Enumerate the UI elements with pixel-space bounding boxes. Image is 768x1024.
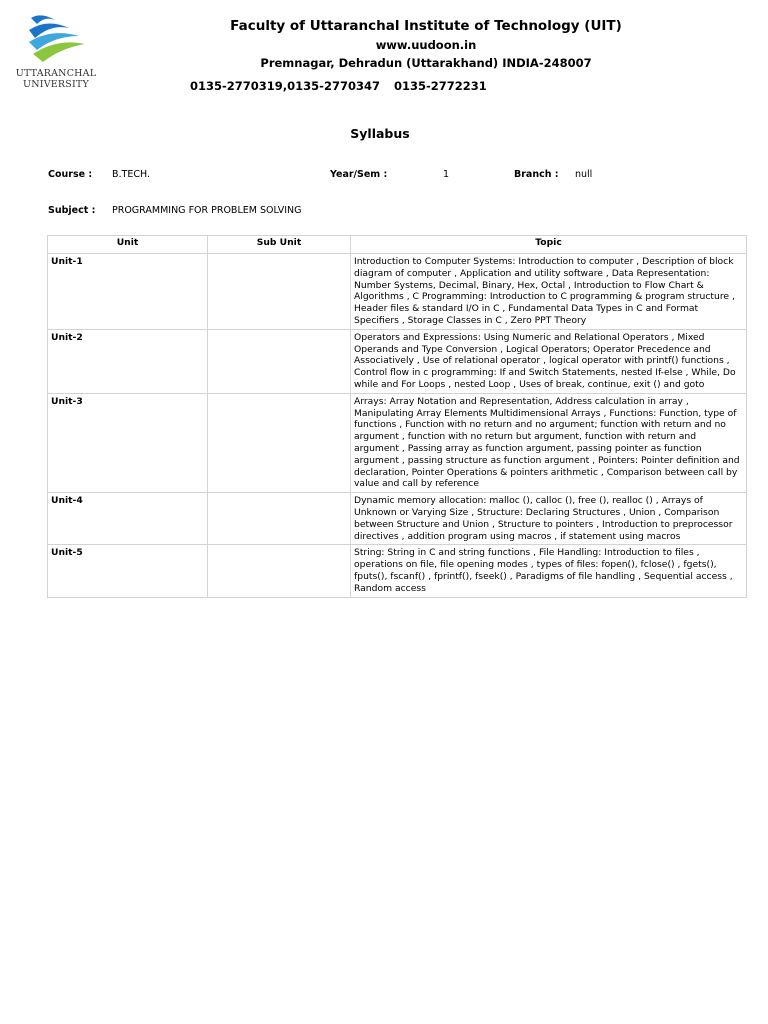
logo-text-line1: UTTARANCHAL <box>15 68 97 79</box>
year-label: Year/Sem : <box>330 169 388 180</box>
unit-cell: Unit-5 <box>48 545 208 597</box>
branch-value: null <box>575 169 593 180</box>
sub-unit-cell <box>208 493 351 545</box>
table-row <box>48 254 747 330</box>
logo-wordmark <box>14 68 98 90</box>
page-title: Syllabus <box>350 126 410 141</box>
column-header-unit: Unit <box>48 236 208 254</box>
topic-cell: Dynamic memory allocation: malloc (), calloc (), free (), realloc () , Arrays of Unknown or Varying Size , Structure: Declaring Structures , Union , Comparison between Structure and Union , Structure to pointers , Introduction to preprocessor directives , addition program using macros , if statement using macros <box>351 493 747 545</box>
sub-unit-cell <box>208 254 351 330</box>
logo-swoosh-icon <box>25 14 87 66</box>
topic-cell: Introduction to Computer Systems: Introduction to computer , Description of block diagram of computer , Application and utility software , Data Representation: Number Systems, Decimal, Binary, Hex, Octal , Introduction to Flow Chart & Algorithms , C Programming: Introduction to C programming & program structure , Header files & standard I/O in C , Fundamental Data Types in C and Format Specifiers , Storage Classes in C , Zero PPT Theory <box>351 254 747 330</box>
unit-cell: Unit-1 <box>48 254 208 330</box>
topic-cell: String: String in C and string functions , File Handling: Introduction to files , operations on file, file opening modes , types of files: fopen(), fclose() , fgets(), fputs(), fscanf() , fprintf(), fseek() , Paradigms of file handling , Sequential access , Random access <box>351 545 747 597</box>
sub-unit-cell <box>208 393 351 492</box>
unit-cell: Unit-2 <box>48 329 208 393</box>
institute-website: www.uudoon.in <box>375 38 477 52</box>
institute-name: Faculty of Uttaranchal Institute of Technology (UIT) <box>230 18 622 34</box>
syllabus-table <box>47 235 747 598</box>
topic-cell: Arrays: Array Notation and Representation, Address calculation in array , Manipulating Array Elements Multidimensional Arrays , Functions: Function, type of functions , Function with no return and no argument; function with return and no argument , function with no return but argument, function with return and argument , Passing array as function argument, passing pointer as function argument , passing structure as function argument , Pointers: Pointer definition and declaration, Pointer Operations & pointers arithmetic , Comparison between call by value and call by reference <box>351 393 747 492</box>
subject-label: Subject : <box>48 205 96 216</box>
institute-address: Premnagar, Dehradun (Uttarakhand) INDIA-248007 <box>260 56 592 70</box>
university-logo <box>14 14 98 92</box>
table-row <box>48 493 747 545</box>
subject-field <box>48 205 95 216</box>
year-value: 1 <box>443 169 450 180</box>
column-header-topic: Topic <box>351 236 747 254</box>
table-row <box>48 393 747 492</box>
table-header-row <box>48 236 747 254</box>
branch-field <box>514 169 559 180</box>
phone-numbers <box>190 79 497 93</box>
column-header-sub-unit: Sub Unit <box>208 236 351 254</box>
branch-label: Branch : <box>514 169 559 180</box>
page-header <box>0 0 768 110</box>
table-row <box>48 329 747 393</box>
course-field <box>48 169 92 180</box>
sub-unit-cell <box>208 329 351 393</box>
sub-unit-cell <box>208 545 351 597</box>
phone-numbers-primary: 0135-2770319,0135-2770347 <box>190 79 380 93</box>
logo-text-line2: UNIVERSITY <box>23 79 89 90</box>
phone-numbers-secondary: 0135-2772231 <box>393 79 487 93</box>
unit-cell: Unit-4 <box>48 493 208 545</box>
table-row <box>48 545 747 597</box>
year-field <box>330 169 387 180</box>
topic-cell: Operators and Expressions: Using Numeric and Relational Operators , Mixed Operands and Type Conversion , Logical Operators; Operator Precedence and Associatively , Use of relational operator , logical operator with printf() functions , Control flow in c programming: If and Switch Statements, nested If-else , While, Do while and For Loops , nested Loop , Uses of break, continue, exit () and goto <box>351 329 747 393</box>
subject-value: PROGRAMMING FOR PROBLEM SOLVING <box>112 205 302 216</box>
course-label: Course : <box>48 169 93 180</box>
unit-cell: Unit-3 <box>48 393 208 492</box>
course-value: B.TECH. <box>112 169 150 180</box>
